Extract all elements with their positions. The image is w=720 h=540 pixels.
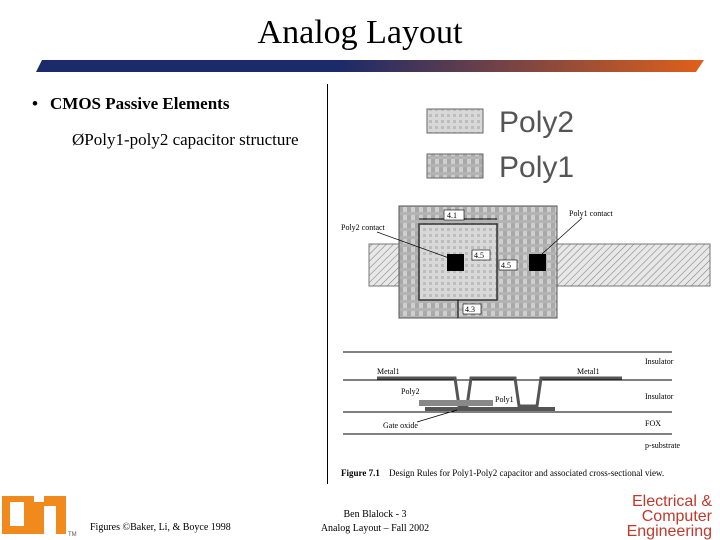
legend-poly2 <box>427 106 574 139</box>
figures-credit: Figures ©Baker, Li, & Boyce 1998 <box>90 522 231 533</box>
course-line: Analog Layout – Fall 2002 <box>320 523 430 534</box>
legend-poly2-label: Poly2 <box>499 106 575 139</box>
sub-bullet <box>72 130 299 150</box>
figure-caption-bold: Figure 7.1 <box>341 468 380 478</box>
capacitor-figure <box>327 84 712 484</box>
department-name <box>627 494 712 539</box>
bullet-marker: • <box>32 94 38 113</box>
slide-title: Analog Layout <box>257 14 463 51</box>
bullet-cmos <box>32 94 229 114</box>
author-line: Ben Blalock - 3 <box>343 509 407 520</box>
gate-oxide-label: Gate oxide <box>383 421 418 430</box>
legend-poly1 <box>427 151 574 184</box>
legend-poly1-label: Poly1 <box>499 151 575 184</box>
ut-logo <box>2 492 82 538</box>
footer-center <box>300 508 450 536</box>
dim-top: 4.1 <box>447 211 457 220</box>
dept-line-2: Computer <box>641 508 712 525</box>
figure-caption: Design Rules for Poly1-Poly2 capacitor and associated cross-sectional view. <box>389 468 665 478</box>
metal1-left-label: Metal1 <box>377 367 400 376</box>
bullet-text: CMOS Passive Elements <box>50 94 230 113</box>
metal1-right-label: Metal1 <box>577 367 600 376</box>
dim-right: 4.5 <box>501 261 511 270</box>
poly2-xsec-label: Poly2 <box>401 387 420 396</box>
fox-label: FOX <box>645 419 662 428</box>
dim-mid: 4.5 <box>474 251 484 260</box>
dept-line-3: Engineering <box>626 523 712 540</box>
arrow-marker: Ø <box>72 130 85 149</box>
poly2-contact <box>447 254 464 271</box>
poly1-contact-label: Poly1 contact <box>569 209 613 218</box>
insulator-mid-label: Insulator <box>645 392 674 401</box>
sub-bullet-text: Poly1-poly2 capacitor structure <box>84 130 299 149</box>
logo-tm: TM <box>68 532 77 538</box>
insulator-top-label: Insulator <box>645 357 674 366</box>
poly1-layer <box>425 407 555 411</box>
title-underline <box>36 60 704 72</box>
poly1-contact <box>529 254 546 271</box>
substrate-label: p-substrate <box>645 441 681 450</box>
dim-bottom: 4.3 <box>465 305 475 314</box>
poly2-contact-label: Poly2 contact <box>341 223 385 232</box>
poly2-layer <box>419 400 493 406</box>
poly1-xsec-label: Poly1 <box>495 395 514 404</box>
dept-line-1: Electrical & <box>631 493 712 510</box>
